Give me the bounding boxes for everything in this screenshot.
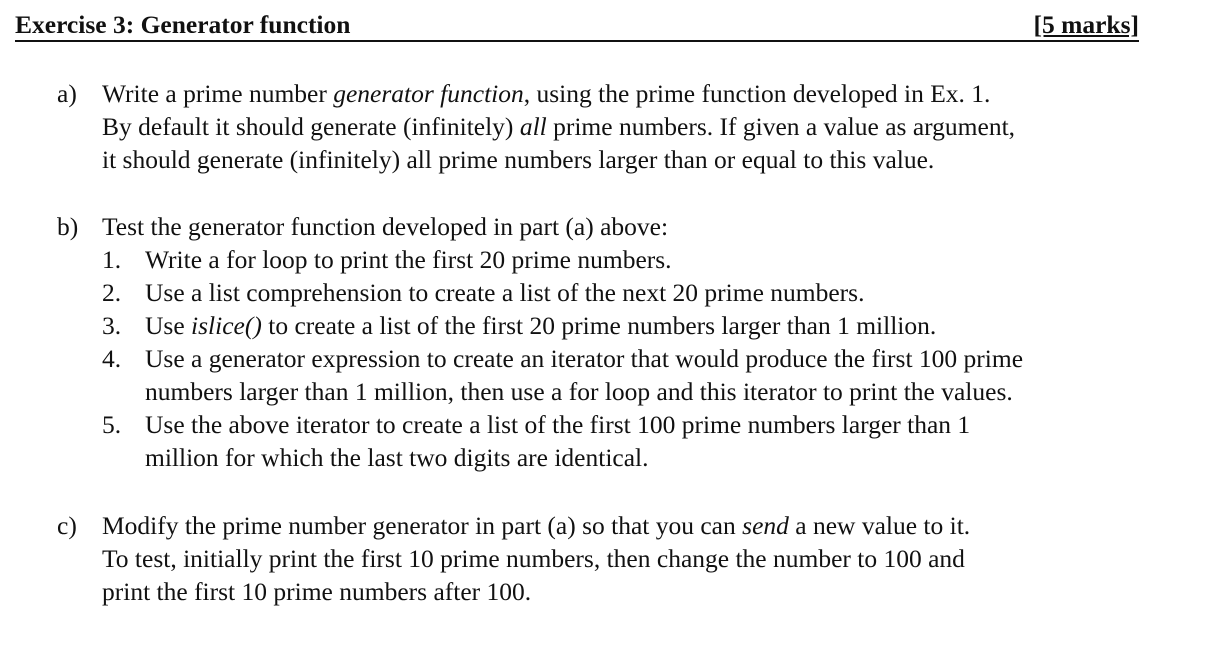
part-a-line-1-post: , using the prime function developed in Ex. 1. xyxy=(523,79,991,108)
part-b-list xyxy=(102,243,1162,474)
list-item-number: 3. xyxy=(102,311,122,340)
part-a-line-2-post: prime numbers. If given a value as argument, xyxy=(546,112,1016,141)
list-item-text-continued: million for which the last two digits are identical. xyxy=(145,443,649,472)
part-c-label: c) xyxy=(57,511,77,540)
list-item-text-pre: Use xyxy=(145,311,192,340)
list-item-number: 1. xyxy=(102,245,122,274)
list-item-text: Use a list comprehension to create a list of the next 20 prime numbers. xyxy=(145,278,865,307)
list-item-text: Use a generator expression to create an iterator that would produce the first 100 prime xyxy=(145,344,1024,373)
part-b-intro: Test the generator function developed in part (a) above: xyxy=(102,212,669,241)
list-item-text: Write a for loop to print the first 20 prime numbers. xyxy=(145,245,672,274)
part-b-body xyxy=(102,210,1162,474)
list-item-text-post: to create a list of the first 20 prime numbers larger than 1 million. xyxy=(261,311,937,340)
part-c-line-1-emphasis: send xyxy=(742,511,789,540)
part-c-line-1 xyxy=(102,509,1162,542)
part-c-line-3: print the first 10 prime numbers after 100. xyxy=(102,577,532,606)
part-a-line-1-pre: Write a prime number xyxy=(102,79,334,108)
list-item-number: 4. xyxy=(102,344,122,373)
list-item xyxy=(102,309,1162,342)
list-item xyxy=(102,408,1162,474)
part-a-line-2-emphasis: all xyxy=(519,112,547,141)
exercise-header xyxy=(15,8,1139,42)
part-a-line-3: it should generate (infinitely) all prime numbers larger than or equal to this value. xyxy=(102,145,935,174)
part-a-line-1-emphasis: generator function xyxy=(333,79,524,108)
part-a-label: a) xyxy=(57,79,77,108)
part-a-line-2-pre: By default it should generate (infinitely) xyxy=(102,112,520,141)
list-item xyxy=(102,276,1162,309)
part-a-line-2 xyxy=(102,110,1162,143)
exercise-marks: [5 marks] xyxy=(1033,10,1139,39)
list-item xyxy=(102,243,1162,276)
list-item-number: 2. xyxy=(102,278,122,307)
part-a-body xyxy=(102,77,1162,176)
part-c-line-1-post: a new value to it. xyxy=(788,511,971,540)
list-item-text-continued: numbers larger than 1 million, then use a for loop and this iterator to print the values. xyxy=(145,377,1013,406)
list-item xyxy=(102,342,1162,408)
part-c-line-1-pre: Modify the prime number generator in part (a) so that you can xyxy=(102,511,743,540)
part-c-line-2: To test, initially print the first 10 prime numbers, then change the number to 100 and xyxy=(102,544,965,573)
part-c-body xyxy=(102,509,1162,608)
part-b-label: b) xyxy=(57,212,79,241)
exercise-title: Exercise 3: Generator function xyxy=(15,10,351,39)
list-item-text xyxy=(145,309,1162,342)
part-a-line-1 xyxy=(102,77,1162,110)
list-item-text: Use the above iterator to create a list of the first 100 prime numbers larger than 1 xyxy=(145,410,971,439)
list-item-text-emphasis: islice() xyxy=(191,311,262,340)
list-item-number: 5. xyxy=(102,410,122,439)
